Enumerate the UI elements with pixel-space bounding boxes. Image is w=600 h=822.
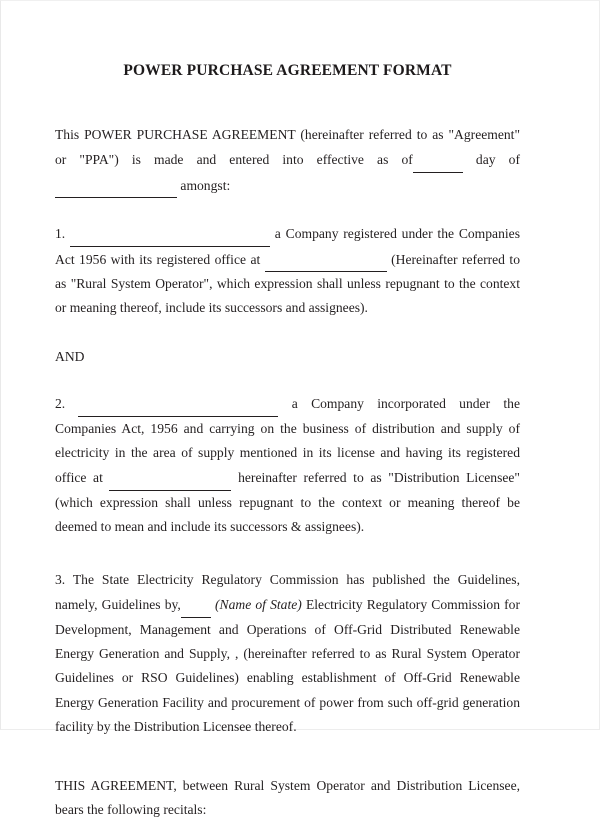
paragraph-closing-recitals: THIS AGREEMENT, between Rural System Operator and Distribution Licensee, bears the following recitals: xyxy=(55,777,520,817)
spacer-intro-clause1 xyxy=(55,198,520,221)
clause2-text-part2: hereinafter referred to as "Distribution Licensee" (which expression shall unless repugnant to the context or meaning thereof be deemed to mean and include its successors & assignees). xyxy=(55,470,520,535)
intro-text-end: amongst: xyxy=(180,177,231,193)
clause3-italic-name-of-state: (Name of State) xyxy=(214,597,302,613)
clause1-text-part2: (Hereinafter referred to as "Rural System Operator", which expression shall unless repugnant to the context or meaning thereof, include its successors and assignees). xyxy=(55,251,520,316)
paragraph-clause-3 xyxy=(55,568,520,740)
blank-line-company-name-1[interactable] xyxy=(70,221,270,246)
blank-line-month[interactable] xyxy=(55,173,177,198)
blank-line-office-address-2[interactable] xyxy=(109,465,231,490)
intro-text-mid: day of xyxy=(475,152,520,168)
clause2-text-part1: a Company incorporated under the Companies Act, 1956 and carrying on the business of distribution and supply of electricity in the area of supply mentioned in its license and having its registered office at xyxy=(55,396,520,486)
document-content xyxy=(55,1,520,822)
spacer-and-clause2 xyxy=(55,369,520,391)
clause2-number: 2. xyxy=(55,396,66,412)
spacer-clause2-clause3 xyxy=(55,540,520,568)
spacer-clause1-and xyxy=(55,321,520,345)
intro-text-lead: This POWER PURCHASE AGREEMENT (hereinafter referred to as "Agreement" or "PPA") is made and entered into effective as of xyxy=(55,127,520,168)
paragraph-and-connector: AND xyxy=(55,348,85,364)
paragraph-clause-1 xyxy=(55,221,520,321)
clause1-text-part1: a Company registered under the Companies Act 1956 with its registered office at xyxy=(55,226,520,267)
blank-line-day[interactable] xyxy=(413,147,463,172)
blank-line-office-address-1[interactable] xyxy=(265,247,387,272)
clause3-text-part1: 3. The State Electricity Regulatory Commission has published the Guidelines, namely, Guidelines by, xyxy=(55,571,520,613)
blank-line-state-name[interactable] xyxy=(181,592,211,617)
page-title: POWER PURCHASE AGREEMENT FORMAT xyxy=(123,62,452,79)
clause1-number: 1. xyxy=(55,226,66,242)
blank-line-company-name-2[interactable] xyxy=(78,391,278,416)
paragraph-intro xyxy=(55,123,520,198)
spacer-clause3-closing xyxy=(55,740,520,774)
spacer-title-intro xyxy=(55,81,520,123)
paragraph-clause-2 xyxy=(55,391,520,539)
clause3-text-part2: Electricity Regulatory Commission for Development, Management and Operations of Off-Grid Distributed Renewable Energy Generation and Supply, , (hereinafter referred to as Rural System Operator Guidelines or RSO Guidelines) enabling establishment of Off-Grid Renewable Energy Generation Facility and procurement of power from such off-grid generation facility by the Distribution Licensee thereof. xyxy=(55,597,520,735)
